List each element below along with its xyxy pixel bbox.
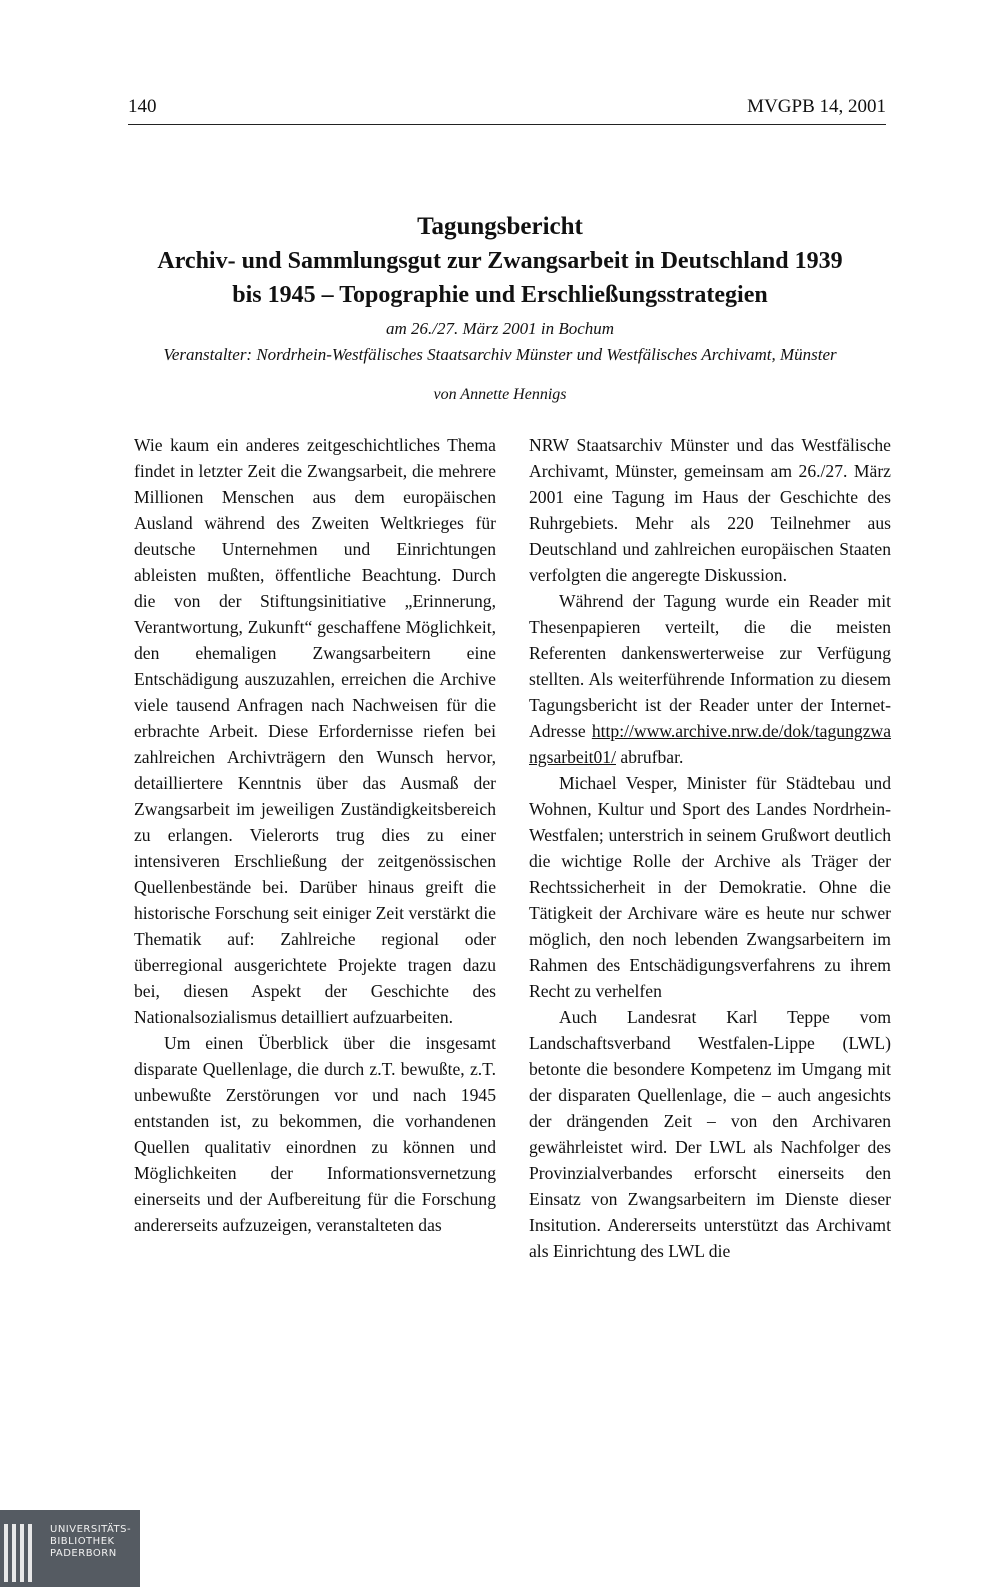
journal-reference: MVGPB 14, 2001: [747, 96, 886, 117]
article-title-line1: Archiv- und Sammlungsgut zur Zwangsarbeit in Deutschland 1939: [157, 248, 843, 274]
paragraph-1: Wie kaum ein anderes zeitgeschichtliches Thema findet in letzter Zeit die Zwangsarbeit, die mehrere Millionen Menschen aus dem europäischen Ausland während des Zweiten Weltkrieges für deutsche Unternehmen und Einrichtungen ableisten mußten, öffentliche Beachtung. Durch die von der Stiftungsinitiative „Erinnerung, Verantwortung, Zukunft“ geschaffene Möglichkeit, den ehemaligen Zwangsarbeitern eine Entschädigung auszuzahlen, erreichen die Archive viele tausend Anfragen nach Nachweisen für die erbrachte Arbeit. Diese Erfordernisse riefen bei zahlreichen Archivträgern den Wunsch hervor, detailliertere Kenntnis über das Ausmaß der Zwangsarbeit im jeweiligen Zuständigkeitsbereich zu erlangen. Vielerorts trug dies zu einer intensiveren Erschließung der zeitgenössischen Quellenbestände bei. Darüber hinaus greift die historische Forschung seit einiger Zeit verstärkt die Thematik auf: Zahlreiche regional oder überregional ausgerichtete Projekte tragen dazu bei, diesen Aspekt der Geschichte des Nationalsozialismus detailliert aufzuarbeiten.: [134, 435, 496, 1027]
right-column: [529, 432, 891, 1264]
article-heading: [100, 210, 900, 404]
paragraph-3-text: Während der Tagung wurde ein Reader mit Thesenpapieren verteilt, die die meisten Referenten dankenswerterweise zur Verfügung stellten. Als weiterführende Information zu diesem Tagungsbericht ist der Reader unter der Internet-Adresse: [529, 591, 891, 741]
library-name-line1: UNIVERSITÄTS-: [50, 1524, 132, 1535]
barcode-icon: [4, 1524, 38, 1582]
paragraph-3: [529, 588, 891, 770]
paragraph-5: Auch Landesrat Karl Teppe vom Landschaftsverband Westfalen-Lippe (LWL) betonte die besondere Kompetenz im Umgang mit der disparaten Quellenlage, die – auch angesichts der drängenden Zeit – von den Archivaren gewährleistet wird. Der LWL als Nachfolger des Provinzialverbandes erforscht einerseits den Einsatz von Zwangsarbeitern im Dienste dieser Insitution. Andererseits unterstützt das Archivamt als Einrichtung des LWL die: [529, 1007, 891, 1261]
paragraph-2-continued: NRW Staatsarchiv Münster und das Westfälische Archivamt, Münster, gemeinsam am 26./27. März 2001 eine Tagung im Haus der Geschichte des Ruhrgebiets. Mehr als 220 Teilnehmer aus Deutschland und zahlreichen europäischen Staaten verfolgten die angeregte Diskussion.: [529, 435, 891, 585]
library-name-line3: PADERBORN: [50, 1548, 117, 1559]
paragraph-3-end: abrufbar.: [620, 747, 684, 767]
article-title-line2: bis 1945 – Topographie und Erschließungsstrategien: [232, 282, 768, 308]
library-logo: [0, 1510, 140, 1587]
author-line: von Annette Hennigs: [433, 386, 567, 403]
running-head: [128, 96, 886, 125]
paragraph-4: Michael Vesper, Minister für Städtebau und Wohnen, Kultur und Sport des Landes Nordrhein-Westfalen; unterstrich in seinem Grußwort deutlich die wichtige Rolle der Archive als Träger der Rechtssicherheit in der Demokratie. Ohne die Tätigkeit der Archivare wäre es heute nur schwer möglich, den noch lebenden Zwangsarbeitern im Rahmen des Entschädigungsverfahrens zu ihrem Recht zu verhelfen: [529, 773, 891, 1001]
left-column: [134, 432, 496, 1238]
article-type: Tagungsbericht: [417, 213, 583, 240]
conference-date: am 26./27. März 2001 in Bochum: [385, 319, 615, 338]
library-name-line2: BIBLIOTHEK: [50, 1536, 115, 1547]
paragraph-2: Um einen Überblick über die insgesamt disparate Quellenlage, die durch z.T. bewußte, z.T. unbewußte Zerstörungen vor und nach 1945 entstanden ist, zu bekommen, die vorhandenen Quellen qualitativ einordnen zu können und Möglichkeiten der Informationsvernetzung einerseits und der Aufbereitung für die Forschung andererseits aufzuzeigen, veranstalteten das: [134, 1033, 496, 1235]
page-number: 140: [128, 96, 157, 117]
reader-link[interactable]: http://www.archive.nrw.de/dok/tagungzwangsarbeit01/: [529, 721, 891, 767]
library-name: [50, 1524, 131, 1560]
conference-organizer: Veranstalter: Nordrhein-Westfälisches Staatsarchiv Münster und Westfälisches Archivamt, Münster: [163, 345, 837, 364]
